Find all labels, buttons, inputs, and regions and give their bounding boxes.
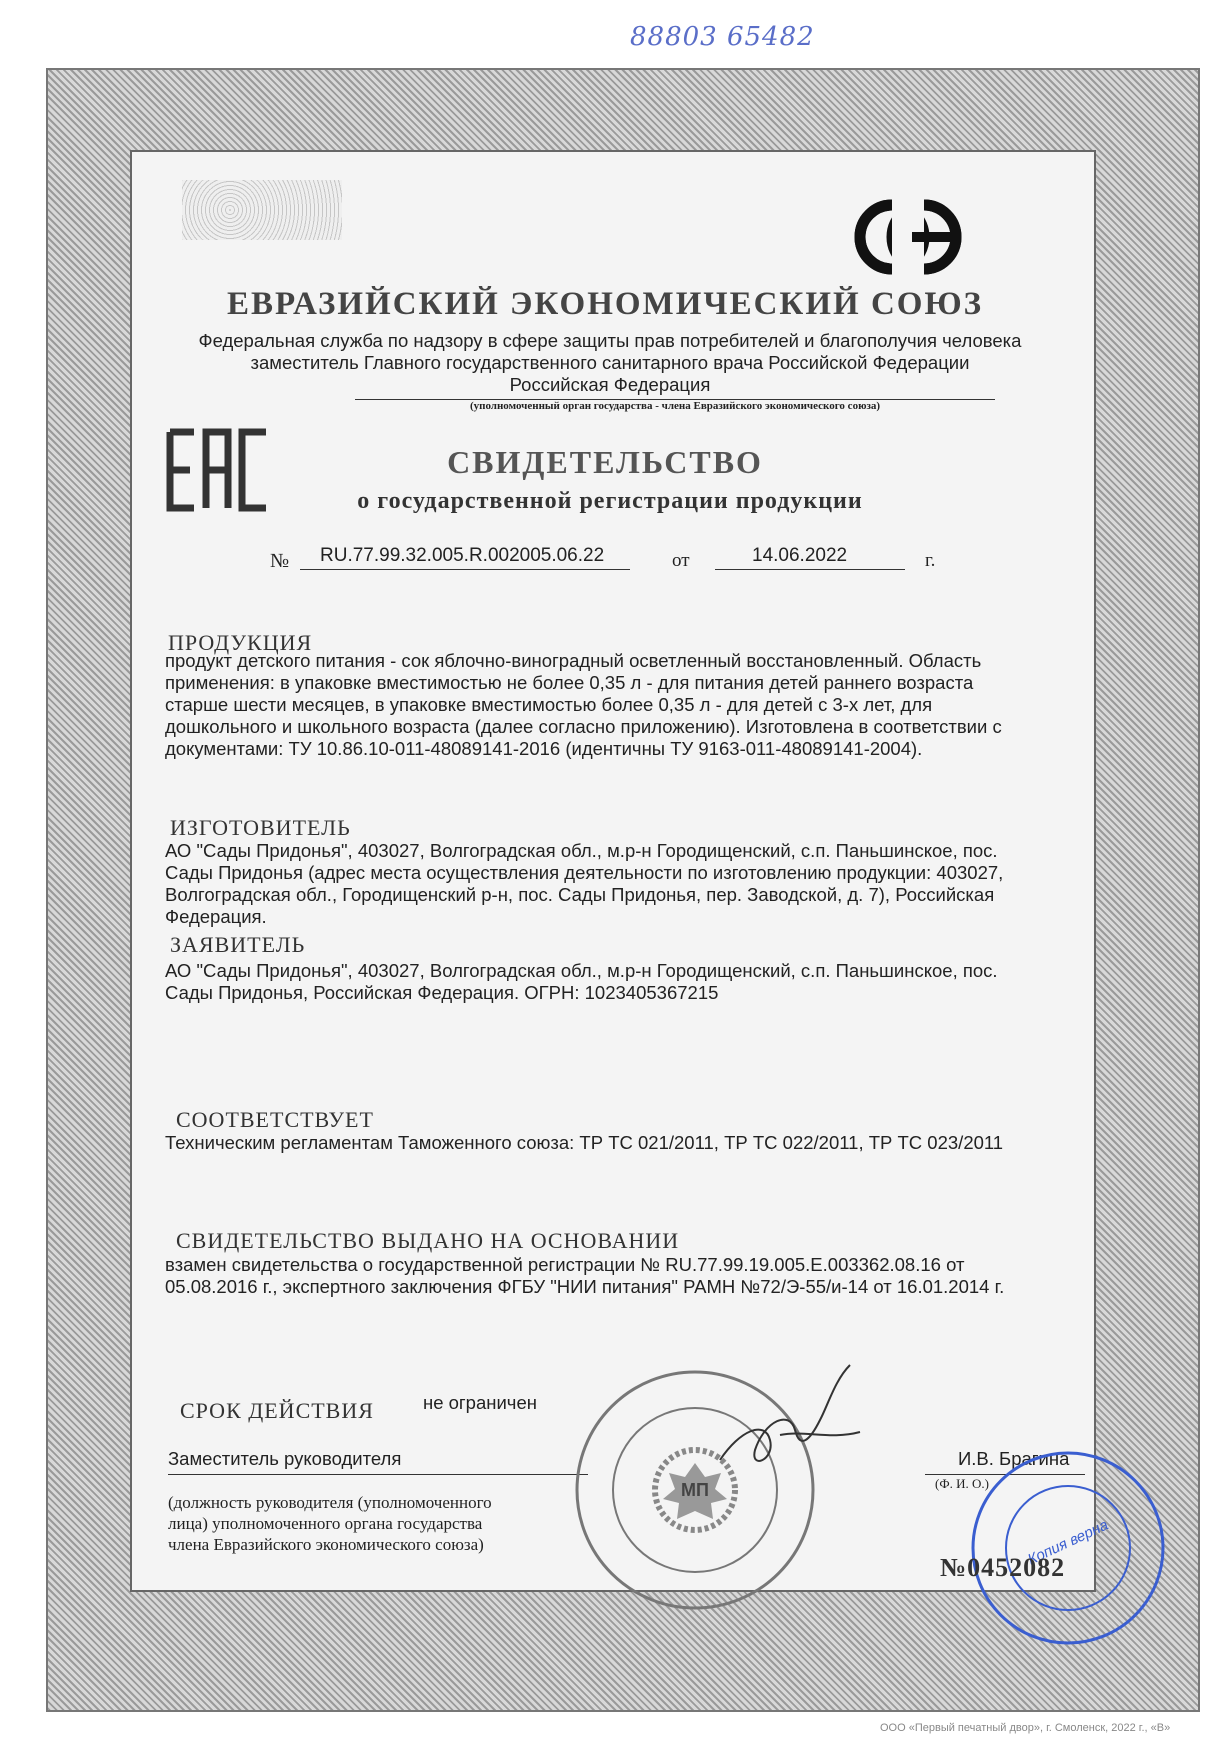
manufacturer-line: АО "Сады Придонья", 403027, Волгоградская обл., м.р-н Городищенский, с.п. Паньшинское, пос.: [165, 840, 998, 861]
conformity-line: Техническим регламентам Таможенного союза: ТР ТС 021/2011, ТР ТС 022/2011, ТР ТС 023/2011: [165, 1132, 1004, 1153]
date-underline: [715, 569, 905, 570]
signature-image: [710, 1360, 880, 1495]
basis-heading: СВИДЕТЕЛЬСТВО ВЫДАНО НА ОСНОВАНИИ: [176, 1228, 680, 1253]
basis-text: [165, 1254, 1095, 1298]
applicant-text: [165, 960, 1095, 1004]
product-line: документами: ТУ 10.86.10-011-48089141-2016 (идентичны ТУ 9163-011-48089141-2004).: [165, 738, 923, 759]
applicant-line: АО "Сады Придонья", 403027, Волгоградская обл., м.р-н Городищенский, с.п. Паньшинское, пос.: [165, 960, 998, 981]
product-text: [165, 650, 1095, 760]
validity-value: не ограничен: [423, 1392, 537, 1413]
conformity-text: [165, 1132, 1095, 1154]
manufacturer-text: [165, 840, 1095, 928]
form-number: №0452082: [940, 1553, 1066, 1582]
signatory-position-caption: [168, 1492, 588, 1555]
position-caption-line: лица) уполномоченного органа государства: [168, 1514, 483, 1533]
manufacturer-heading: ИЗГОТОВИТЕЛЬ: [170, 815, 351, 840]
certificate-title: СВИДЕТЕЛЬСТВО: [447, 444, 763, 480]
signatory-position-underline: [168, 1474, 588, 1475]
product-line: продукт детского питания - сок яблочно-виноградный осветленный восстановленный. Область: [165, 650, 982, 671]
signatory-position: Заместитель руководителя: [168, 1448, 402, 1469]
signatory-name-caption: (Ф. И. О.): [935, 1476, 989, 1491]
certificate-date: 14.06.2022: [752, 545, 848, 566]
applicant-heading: ЗАЯВИТЕЛЬ: [170, 932, 306, 957]
validity-heading: СРОК ДЕЙСТВИЯ: [180, 1398, 374, 1423]
product-line: дошкольного и школьного возраста (далее согласно приложению). Изготовлена в соответствии с: [165, 716, 1002, 737]
basis-line: 05.08.2016 г., экспертного заключения ФГБУ "НИИ питания" РАМН №72/Э-55/и-14 от 16.01.2014 г.: [165, 1276, 1005, 1297]
certificate-subtitle: о государственной регистрации продукции: [357, 488, 863, 514]
product-line: старше шести месяцев, в упаковке вместимостью более 0,35 л - для детей с 3-х лет, для: [165, 694, 933, 715]
basis-line: взамен свидетельства о государственной регистрации № RU.77.99.19.005.Е.003362.08.16 от: [165, 1254, 965, 1275]
eac-mark: [166, 428, 272, 517]
se-logo-icon: [852, 197, 962, 282]
guilloche-pattern: [182, 180, 342, 240]
position-caption-line: члена Евразийского экономического союза): [168, 1535, 484, 1554]
certificate-number: RU.77.99.32.005.R.002005.06.22: [320, 545, 605, 566]
year-suffix: г.: [925, 550, 936, 571]
conformity-heading: СООТВЕТСТВУЕТ: [176, 1107, 374, 1132]
manufacturer-line: Сады Придонья (адрес места осуществления деятельности по изготовлению продукции: 403027,: [165, 862, 1004, 883]
applicant-line: Сады Придонья, Российская Федерация. ОГРН: 1023405367215: [165, 982, 719, 1003]
union-title: ЕВРАЗИЙСКИЙ ЭКОНОМИЧЕСКИЙ СОЮЗ: [226, 286, 984, 322]
manufacturer-line: Федерация.: [165, 906, 267, 927]
authority-caption: (уполномоченный орган государства - члена Евразийского экономического союза): [469, 400, 881, 412]
date-from-label: от: [672, 550, 690, 571]
blue-copy-stamp: [968, 1448, 1168, 1653]
signatory-name: И.В. Брагина: [958, 1448, 1070, 1469]
number-label: №: [270, 550, 290, 572]
authority-line-3: Российская Федерация: [509, 374, 711, 395]
manufacturer-line: Волгоградская обл., Городищенский р-н, пос. Сады Придонья, пер. Заводской, д. 7), Российская: [165, 884, 995, 905]
position-caption-line: (должность руководителя (уполномоченного: [168, 1493, 492, 1512]
authority-line-2: заместитель Главного государственного санитарного врача Российской Федерации: [250, 352, 970, 373]
round-seal-center: МП: [681, 1480, 709, 1500]
number-underline: [300, 569, 630, 570]
handwritten-note: 88803 65482: [630, 22, 815, 52]
authority-line-1: Федеральная служба по надзору в сфере защиты прав потребителей и благополучия человека: [198, 330, 1022, 351]
blue-stamp-text: Копия верна: [1025, 1516, 1111, 1569]
product-heading: ПРОДУКЦИЯ: [168, 630, 313, 655]
footer-print-info: ООО «Первый печатный двор», г. Смоленск, 2022 г., «В»: [880, 1722, 1171, 1734]
product-line: применения: в упаковке вместимостью не более 0,35 л - для питания детей раннего возраста: [165, 672, 974, 693]
